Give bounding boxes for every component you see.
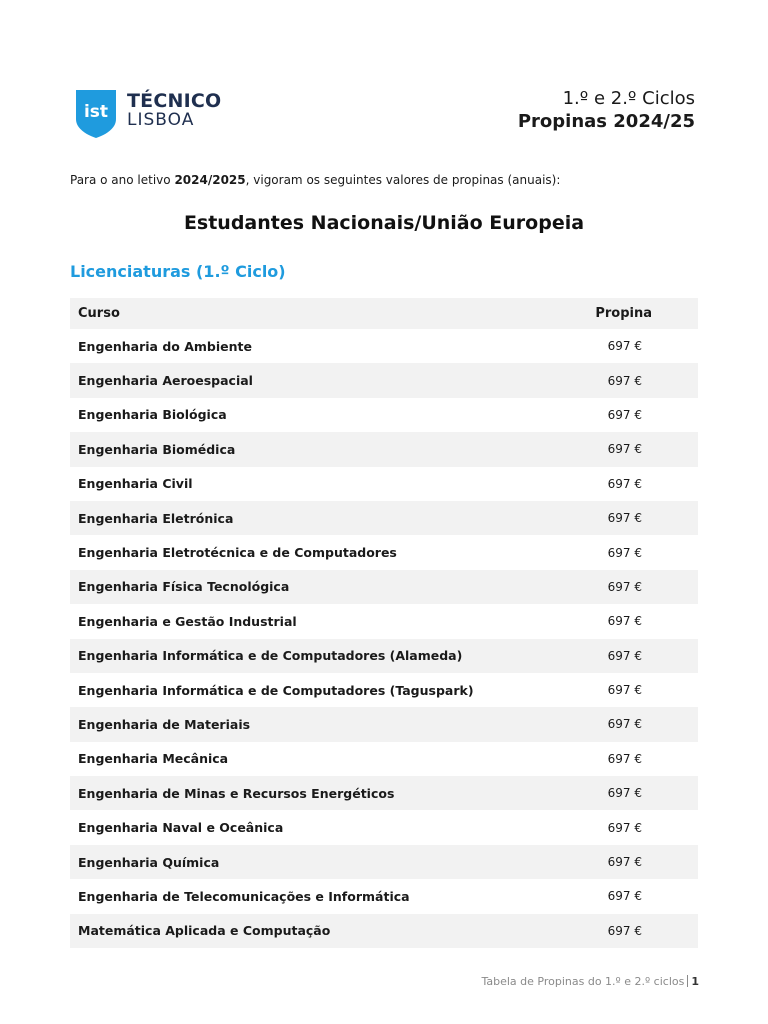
course-fee: 697 € [607, 614, 642, 629]
table-row [70, 707, 698, 741]
course-name: Engenharia Eletrónica [70, 501, 565, 535]
course-fee: 697 € [565, 570, 698, 604]
course-name: Engenharia Informática e de Computadores (Taguspark) [78, 682, 474, 698]
course-name: Engenharia Eletrotécnica e de Computadores [78, 545, 397, 561]
course-name: Engenharia Civil [78, 476, 193, 492]
header-course: Curso [70, 298, 565, 329]
table-row [70, 604, 698, 638]
course-name: Engenharia Física Tecnológica [70, 570, 565, 604]
course-fee: 697 € [565, 363, 698, 397]
header-block [518, 88, 695, 132]
table-row [70, 879, 698, 913]
header-title: Propinas 2024/25 [517, 111, 695, 132]
intro-before: Para o ano letivo [70, 173, 175, 187]
logo-line-1: TÉCNICO [127, 90, 222, 112]
course-fee: 697 € [607, 339, 642, 354]
course-name: Engenharia do Ambiente [78, 338, 252, 354]
course-name: Engenharia Aeroespacial [70, 363, 565, 397]
table-header-row [70, 298, 698, 329]
table-row [70, 810, 698, 844]
intro-paragraph [70, 173, 560, 187]
course-name: Engenharia de Minas e Recursos Energéticos [70, 776, 565, 810]
course-name: Engenharia Mecânica [78, 751, 229, 767]
course-fee: 697 € [565, 501, 698, 535]
table-row [70, 742, 698, 776]
course-fee: 697 € [607, 476, 642, 491]
intro-after: , vigoram os seguintes valores de propinas (anuais): [245, 173, 561, 187]
table-row [70, 432, 698, 466]
course-fee: 697 € [607, 407, 642, 422]
table-row [70, 535, 698, 569]
institution-logo [75, 89, 221, 139]
course-fee: 697 € [607, 889, 642, 904]
logo-line-2: LISBOA [127, 110, 195, 130]
course-fee: 697 € [565, 639, 698, 673]
footer-text: Tabela de Propinas do 1.º e 2.º ciclos [481, 975, 685, 988]
header-cycles: 1.º e 2.º Ciclos [562, 88, 695, 109]
course-fee: 697 € [607, 751, 642, 766]
table-row [70, 914, 698, 948]
course-fee: 697 € [607, 683, 642, 698]
table-row [70, 467, 698, 501]
course-fee: 697 € [607, 820, 642, 835]
table-row [70, 639, 698, 673]
course-fee: 697 € [607, 545, 642, 560]
course-name: Engenharia Química [70, 845, 565, 879]
course-name: Engenharia Naval e Oceânica [78, 820, 284, 836]
footer-divider [687, 975, 688, 987]
course-fee: 697 € [565, 707, 698, 741]
course-name: Matemática Aplicada e Computação [70, 914, 565, 948]
course-fee: 697 € [565, 432, 698, 466]
header-fee: Propina [565, 298, 698, 329]
logo-mark: ist [83, 102, 109, 122]
table-row [70, 329, 698, 363]
course-name: Engenharia Biológica [78, 407, 227, 423]
table-row [70, 673, 698, 707]
course-name: Engenharia de Materiais [70, 707, 565, 741]
table-row [70, 363, 698, 397]
table-row [70, 570, 698, 604]
course-fee: 697 € [565, 914, 698, 948]
shield-icon [75, 89, 117, 139]
table-row [70, 501, 698, 535]
table-row [70, 845, 698, 879]
course-name: Engenharia Informática e de Computadores (Alameda) [70, 639, 565, 673]
table-row [70, 776, 698, 810]
course-fee: 697 € [565, 776, 698, 810]
course-name: Engenharia e Gestão Industrial [78, 613, 297, 629]
page-number: 1 [691, 975, 699, 988]
subsection-title: Licenciaturas (1.º Ciclo) [70, 262, 286, 281]
section-title: Estudantes Nacionais/União Europeia [183, 212, 585, 234]
intro-year: 2024/2025 [174, 173, 246, 187]
fees-table [70, 298, 698, 948]
course-name: Engenharia de Telecomunicações e Informática [78, 888, 410, 904]
page-footer [481, 975, 699, 988]
course-name: Engenharia Biomédica [70, 432, 565, 466]
table-row [70, 398, 698, 432]
course-fee: 697 € [565, 845, 698, 879]
